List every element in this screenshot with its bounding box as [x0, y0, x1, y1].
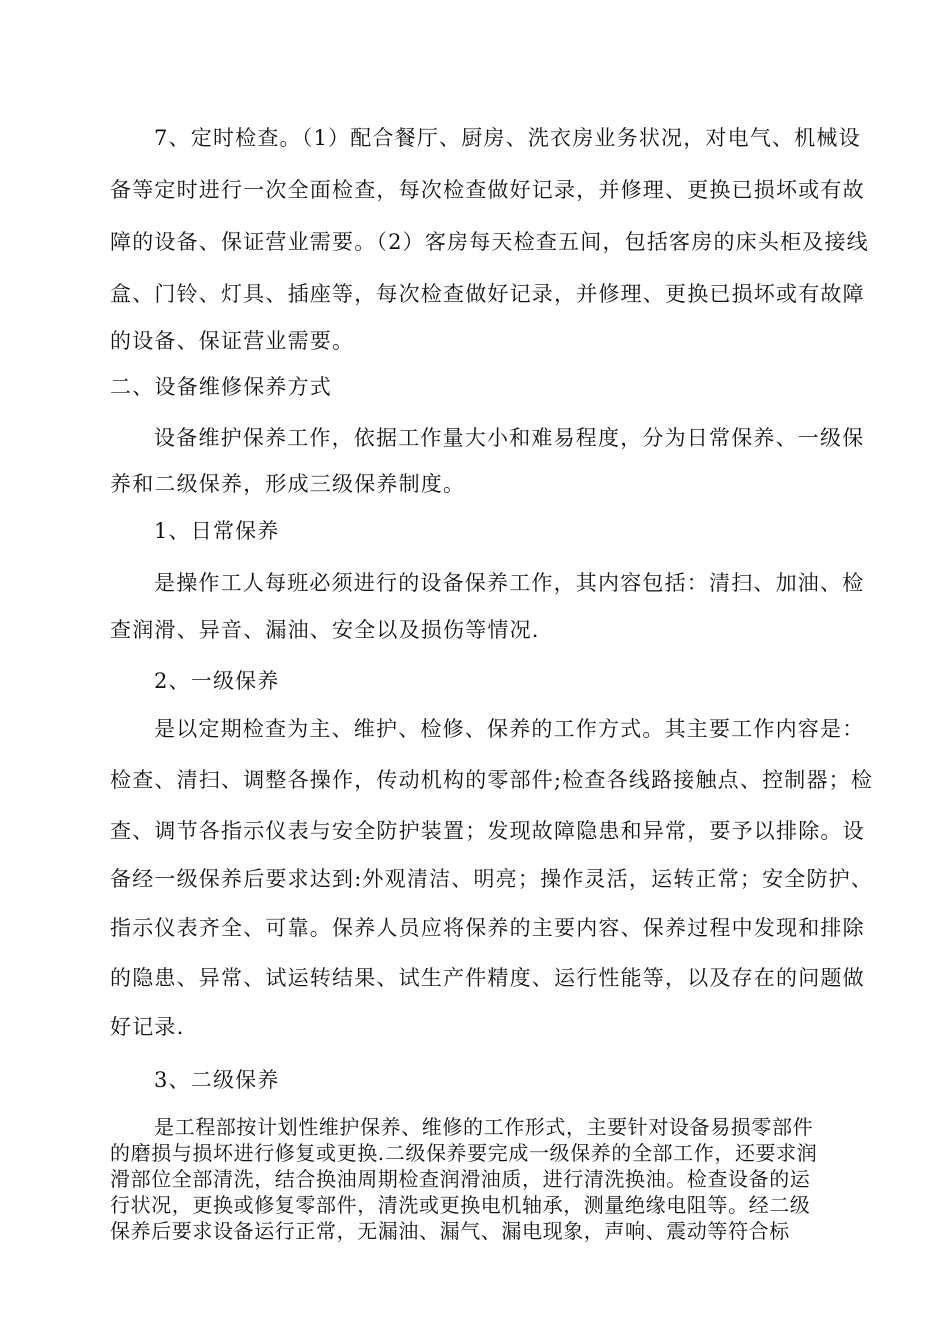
text-line: 滑部位全部清洗，结合换油周期检查润滑油质，进行清洗换油。检查设备的运	[110, 1167, 811, 1191]
text-line: 的隐患、异常、试运转结果、试生产件精度、运行性能等，以及存在的问题做	[110, 966, 865, 990]
text-line: 盒、门铃、灯具、插座等，每次检查做好记录，并修理、更换已损坏或有故障	[110, 282, 865, 306]
text-line: 是以定期检查为主、维护、检修、保养的工作方式。其主要工作内容是：	[154, 717, 865, 741]
text-line: 备等定时进行一次全面检查，每次检查做好记录，并修理、更换已损坏或有故	[110, 178, 865, 202]
text-line: 检查、清扫、调整各操作，传动机构的零部件;检查各线路接触点、控制器；检	[110, 768, 874, 792]
text-line: 障的设备、保证营业需要。（2）客房每天检查五间，包括客房的床头柜及接线	[110, 230, 869, 254]
text-line: 备经一级保养后要求达到:外观清洁、明亮；操作灵活，运转正常；安全防护、	[110, 867, 874, 891]
text-line: 是操作工人每班必须进行的设备保养工作，其内容包括：清扫、加油、检	[154, 571, 865, 595]
text-line: 好记录.	[110, 1015, 185, 1039]
text-line: 保养后要求设备运行正常，无漏油、漏气、漏电现象，声响、震动等符合标	[110, 1219, 790, 1243]
text-line: 设备维护保养工作，依据工作量大小和难易程度，分为日常保养、一级保	[154, 426, 865, 450]
text-line: 行状况，更换或修复零部件，清洗或更换电机轴承，测量绝缘电阻等。经二级	[110, 1193, 811, 1217]
subsection-heading: 2、一级保养	[154, 669, 280, 693]
text-line: 7、定时检查。（1）配合餐厅、厨房、洗衣房业务状况，对电气、机械设	[154, 126, 861, 150]
section-heading: 二、设备维修保养方式	[110, 375, 332, 399]
text-line: 养和二级保养，形成三级保养制度。	[110, 472, 466, 496]
subsection-heading: 1、日常保养	[154, 519, 280, 543]
text-line: 的磨损与损坏进行修复或更换.二级保养要完成一级保养的全部工作，还要求润	[110, 1141, 818, 1165]
subsection-heading: 3、二级保养	[154, 1068, 280, 1092]
text-line: 查润滑、异音、漏油、安全以及损伤等情况.	[110, 618, 540, 642]
text-line: 是工程部按计划性维护保养、维修的工作形式，主要针对设备易损零部件	[154, 1115, 814, 1139]
text-line: 的设备、保证营业需要。	[110, 329, 355, 353]
text-line: 指示仪表齐全、可靠。保养人员应将保养的主要内容、保养过程中发现和排除	[110, 916, 865, 940]
text-line: 查、调节各指示仪表与安全防护装置；发现故障隐患和异常，要予以排除。设	[110, 819, 865, 843]
